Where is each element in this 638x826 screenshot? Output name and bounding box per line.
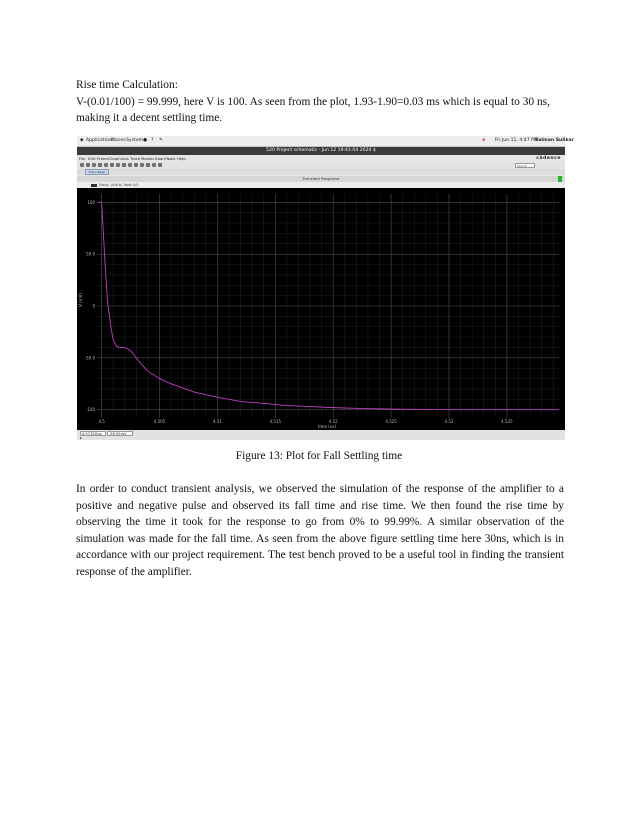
table-icon[interactable]	[140, 163, 144, 167]
menu-tools[interactable]: Tools	[166, 156, 176, 161]
calculator-icon[interactable]	[152, 163, 156, 167]
x-tick-label: 4.53	[444, 419, 454, 424]
rise-time-formula-line: V-(0.01/100) = 99.999, here V is 100. As seen from the plot, 1.93-1.90=0.03 ms which is equal to 30 ns,	[76, 95, 550, 108]
x-tick-label: 4.5	[98, 419, 105, 424]
strip-icon[interactable]	[134, 163, 138, 167]
y-tick-label: -100	[85, 407, 95, 413]
zoom-in-icon[interactable]	[104, 163, 108, 167]
menu-frame[interactable]: Frame	[97, 156, 109, 161]
paragraph-line: positive and negative pulse and observed its fall time and rise time. We then found the rise time by	[76, 499, 564, 512]
network-icon[interactable]: ◈	[482, 138, 486, 143]
x-tick-label: 4.505	[153, 419, 166, 424]
cursor-y-readout: -90.92mV	[107, 431, 133, 436]
plot-title: Transient Response	[77, 176, 565, 182]
x-tick-label: 4.525	[385, 419, 397, 424]
menu-trace[interactable]: Trace	[130, 156, 141, 161]
paragraph-line: simulation was made for the fall time. As seen from the above figure settling time here 30ns, which is in	[76, 532, 564, 545]
save-icon[interactable]	[92, 163, 96, 167]
x-tick-label: 4.52	[328, 419, 338, 424]
apps-icon: ◆	[80, 138, 84, 143]
places-menu[interactable]: Places	[111, 138, 126, 143]
rise-time-paragraph	[76, 77, 564, 127]
new-icon[interactable]	[80, 163, 84, 167]
export-icon[interactable]	[146, 163, 150, 167]
menu-bar	[77, 155, 565, 162]
menu-graph[interactable]: Graph	[109, 156, 121, 161]
major-grid	[97, 194, 559, 418]
transient-analysis-paragraph	[76, 481, 564, 581]
x-tick-label: 4.515	[269, 419, 282, 424]
paragraph-line: response of the amplifier.	[76, 565, 192, 578]
transient-chart[interactable]	[77, 188, 565, 430]
paragraph-line: In order to conduct transient analysis, we observed the simulation of the response of the amplifier to a	[76, 483, 564, 495]
tab-transient[interactable]: Trans Resp	[85, 169, 109, 175]
rise-time-heading: Rise time Calculation:	[76, 79, 178, 91]
paragraph-line: observing the time it took for the response to go from 0% to 99.99%. A similar observation of the	[76, 516, 564, 529]
x-axis-ticks	[98, 419, 513, 424]
status-bar	[77, 430, 565, 440]
marker-icon[interactable]	[122, 163, 126, 167]
menu-file[interactable]: File	[79, 156, 86, 161]
figure-caption: Figure 13: Plot for Fall Settling time	[235, 450, 403, 462]
y-axis-ticks	[85, 200, 96, 412]
menu-marker[interactable]: Marker	[141, 156, 155, 161]
edit-icon[interactable]: ✎	[159, 138, 163, 143]
desktop-top-panel	[77, 136, 574, 147]
y-tick-label: 100	[87, 199, 95, 205]
simulation-screenshot	[77, 136, 574, 440]
plot-area[interactable]	[77, 188, 565, 430]
browser-icon[interactable]: ●	[143, 138, 148, 143]
cadence-logo: cādence	[536, 156, 561, 161]
toolbar	[77, 162, 565, 169]
y-axis-label: V (mV)	[78, 293, 83, 307]
cursor-x-readout: 4.5715Gus	[80, 431, 106, 436]
help-icon[interactable]: ?	[151, 138, 154, 143]
window-title: 520 Project schematic - Jun 12 19:41:04 2024 $	[77, 147, 565, 155]
x-tick-label: 4.51	[212, 419, 222, 424]
x-tick-label: 4.535	[501, 419, 513, 424]
fit-icon[interactable]	[116, 163, 120, 167]
user-name[interactable]: Salman Sulikar	[535, 138, 574, 143]
mouse-icon: ▸	[80, 436, 82, 440]
y-tick-label: 0	[92, 303, 95, 309]
applications-menu[interactable]: Applications	[86, 138, 115, 143]
paragraph-line: accordance with our project requirement. The test bench proved to be a useful tool in finding the transient	[76, 549, 564, 562]
print-icon[interactable]	[98, 163, 102, 167]
rise-time-conclusion-line: making it a decent settling time.	[76, 112, 223, 125]
legend-swatch	[91, 184, 97, 187]
menu-help[interactable]: Help	[177, 156, 186, 161]
clock-text[interactable]: Fri Jun 11, 4:47 PM	[495, 138, 538, 143]
menu-zoom[interactable]: Zoom	[155, 156, 166, 161]
y-tick-label: 50.0	[86, 251, 95, 257]
x-axis-label: time (us)	[317, 424, 337, 429]
search-input[interactable]: Search	[515, 163, 535, 168]
system-menu[interactable]: System	[126, 138, 144, 143]
tab-row	[77, 164, 565, 175]
grid-icon[interactable]	[158, 163, 162, 167]
legend-label[interactable]: /Vout, (V.d(n) Vout (V)	[99, 183, 139, 187]
cursor-icon[interactable]	[128, 163, 132, 167]
menu-edit[interactable]: Edit	[88, 156, 96, 161]
zoom-out-icon[interactable]	[110, 163, 114, 167]
menu-axis[interactable]: Axis	[121, 156, 129, 161]
y-tick-label: -50.0	[84, 355, 95, 361]
open-icon[interactable]	[86, 163, 90, 167]
